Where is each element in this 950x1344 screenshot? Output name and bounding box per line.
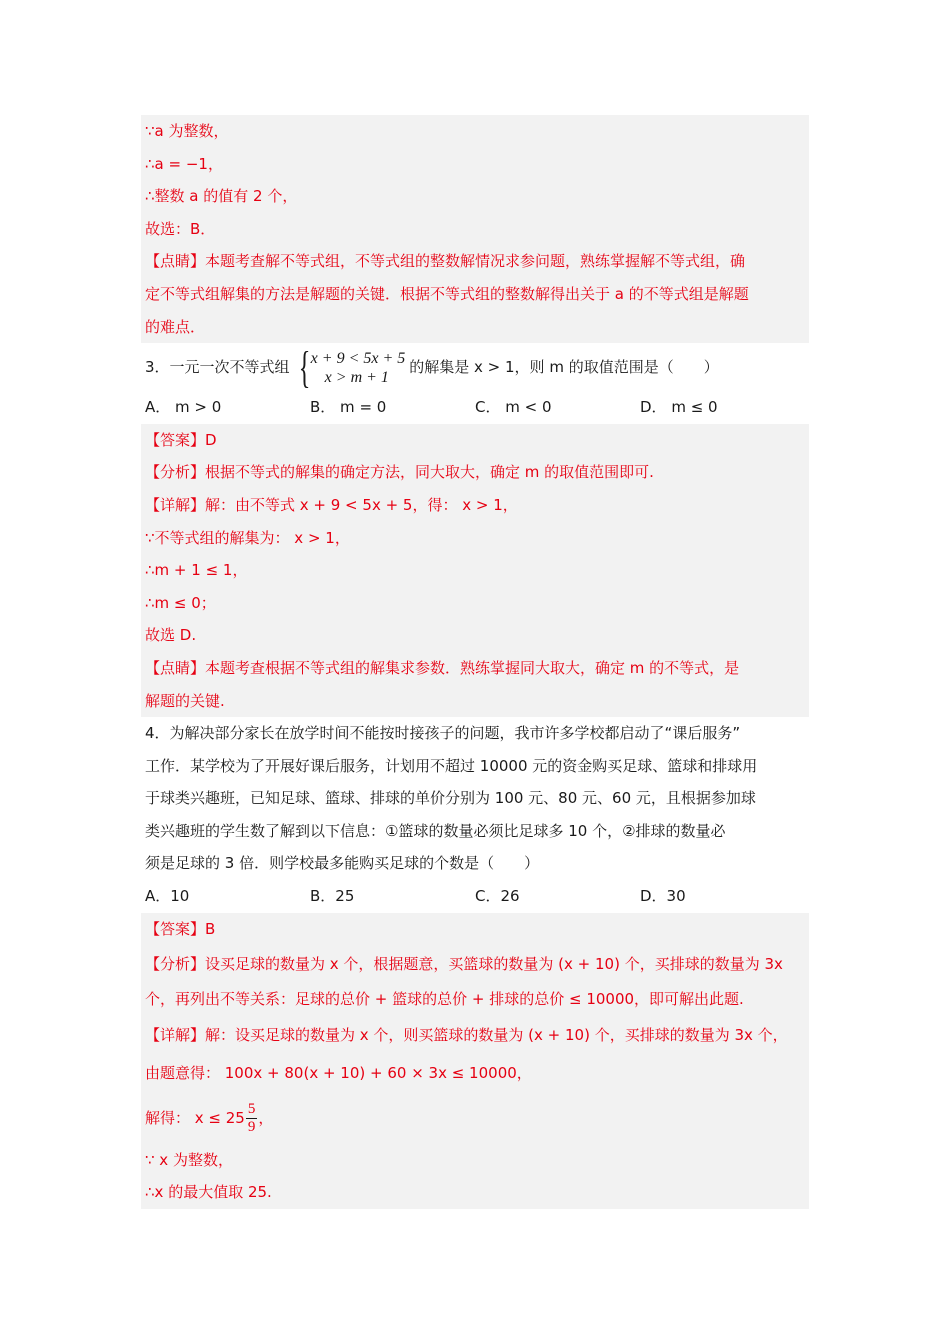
options-row <box>145 391 805 424</box>
solution-block-q3 <box>141 424 809 717</box>
option-c: C．26 <box>475 887 520 906</box>
option-b: B．25 <box>310 887 355 906</box>
text-line: ∴a = −1， <box>145 154 223 173</box>
fraction: $\frac{5}{9}$ <box>247 1100 256 1135</box>
detail-line: 【详解】解：由不等式 x + 9 < 5x + 5，得： x > 1， <box>145 495 518 514</box>
solution-block-q2-end <box>141 115 809 343</box>
system-row-1: x + 9 < 5x + 5 <box>310 349 406 367</box>
solution-block-q4 <box>141 913 809 1209</box>
text-line: 的难点． <box>145 317 206 336</box>
comment-line: 解题的关键. <box>145 691 225 710</box>
document-page <box>141 115 809 1209</box>
option-a: A． m > 0 <box>145 398 222 417</box>
detail-line: ∴m ≤ 0； <box>145 593 216 612</box>
detail-line: ∵不等式组的解集为： x > 1， <box>145 528 350 547</box>
detail-line: 故选 D. <box>145 626 197 645</box>
options-row <box>145 880 805 913</box>
question-4 <box>141 717 809 913</box>
analysis-line: 个，再列出不等关系：足球的总价 + 篮球的总价 + 排球的总价 ≤ 10000，即可解出此题. <box>145 990 744 1009</box>
option-d: D．30 <box>640 887 686 906</box>
detail-line: ∵ x 为整数， <box>145 1150 233 1169</box>
question-stem-line: 类兴趣班的学生数了解到以下信息：①篮球的数量必须比足球多 10 个，②排球的数量必 <box>145 821 726 840</box>
question-stem-line: 于球类兴趣班，已知足球、篮球、排球的单价分别为 100 元、80 元、60 元，且根据参加球 <box>145 789 756 808</box>
detail-line: 解得： x ≤ 25 $\frac{5}{9}$ ， <box>145 1100 274 1135</box>
text-line: 故选：B． <box>145 219 216 238</box>
answer-line: 【答案】B <box>145 919 216 938</box>
question-stem: 3．一元一次不等式组 { x + 9 < 5x + 5 x > m + 1 的解集是 x > 1，则 m 的取值范围是（ ） <box>145 342 719 392</box>
detail-line: ∴m + 1 ≤ 1， <box>145 561 248 580</box>
option-b: B． m = 0 <box>310 398 387 417</box>
option-c: C． m < 0 <box>475 398 552 417</box>
detail-line: ∴x 的最大值取 25. <box>145 1183 272 1202</box>
text-line: 定不等式组解集的方法是解题的关键．根据不等式组的整数解得出关于 a 的不等式组是解题 <box>145 284 749 303</box>
option-d: D． m ≤ 0 <box>640 398 718 417</box>
answer-line: 【答案】D <box>145 430 217 449</box>
analysis-line: 【分析】根据不等式的解集的确定方法，同大取大，确定 m 的取值范围即可. <box>145 463 654 482</box>
option-a: A．10 <box>145 887 190 906</box>
text-line: ∴整数 a 的值有 2 个， <box>145 187 298 206</box>
question-stem-line: 须是足球的 3 倍．则学校最多能购买足球的个数是（ ） <box>145 854 540 873</box>
question-3 <box>141 343 809 424</box>
text-line: ∵a 为整数， <box>145 122 229 140</box>
detail-line: 由题意得： 100x + 80(x + 10) + 60 × 3x ≤ 10000， <box>145 1063 532 1082</box>
comment-line: 【点睛】本题考查根据不等式组的解集求参数．熟练掌握同大取大，确定 m 的不等式，是 <box>145 658 740 677</box>
text-line: 【点睛】本题考查解不等式组，不等式组的整数解情况求参问题，熟练掌握解不等式组，确 <box>145 252 746 271</box>
analysis-line: 【分析】设买足球的数量为 x 个，根据题意，买篮球的数量为 (x + 10) 个，买排球的数量为 3x <box>145 955 783 974</box>
detail-line: 【详解】解：设买足球的数量为 x 个，则买篮球的数量为 (x + 10) 个，买排球的数量为 3x 个， <box>145 1025 788 1044</box>
system-row-2: x > m + 1 <box>324 368 389 386</box>
question-stem-line: 工作．某学校为了开展好课后服务，计划用不超过 10000 元的资金购买足球、篮球和排球用 <box>145 756 758 775</box>
question-stem-line: 4．为解决部分家长在放学时间不能按时接孩子的问题，我市许多学校都启动了“课后服务” <box>145 724 741 743</box>
inequality-system: { x + 9 < 5x + 5 x > m + 1 <box>298 342 406 392</box>
